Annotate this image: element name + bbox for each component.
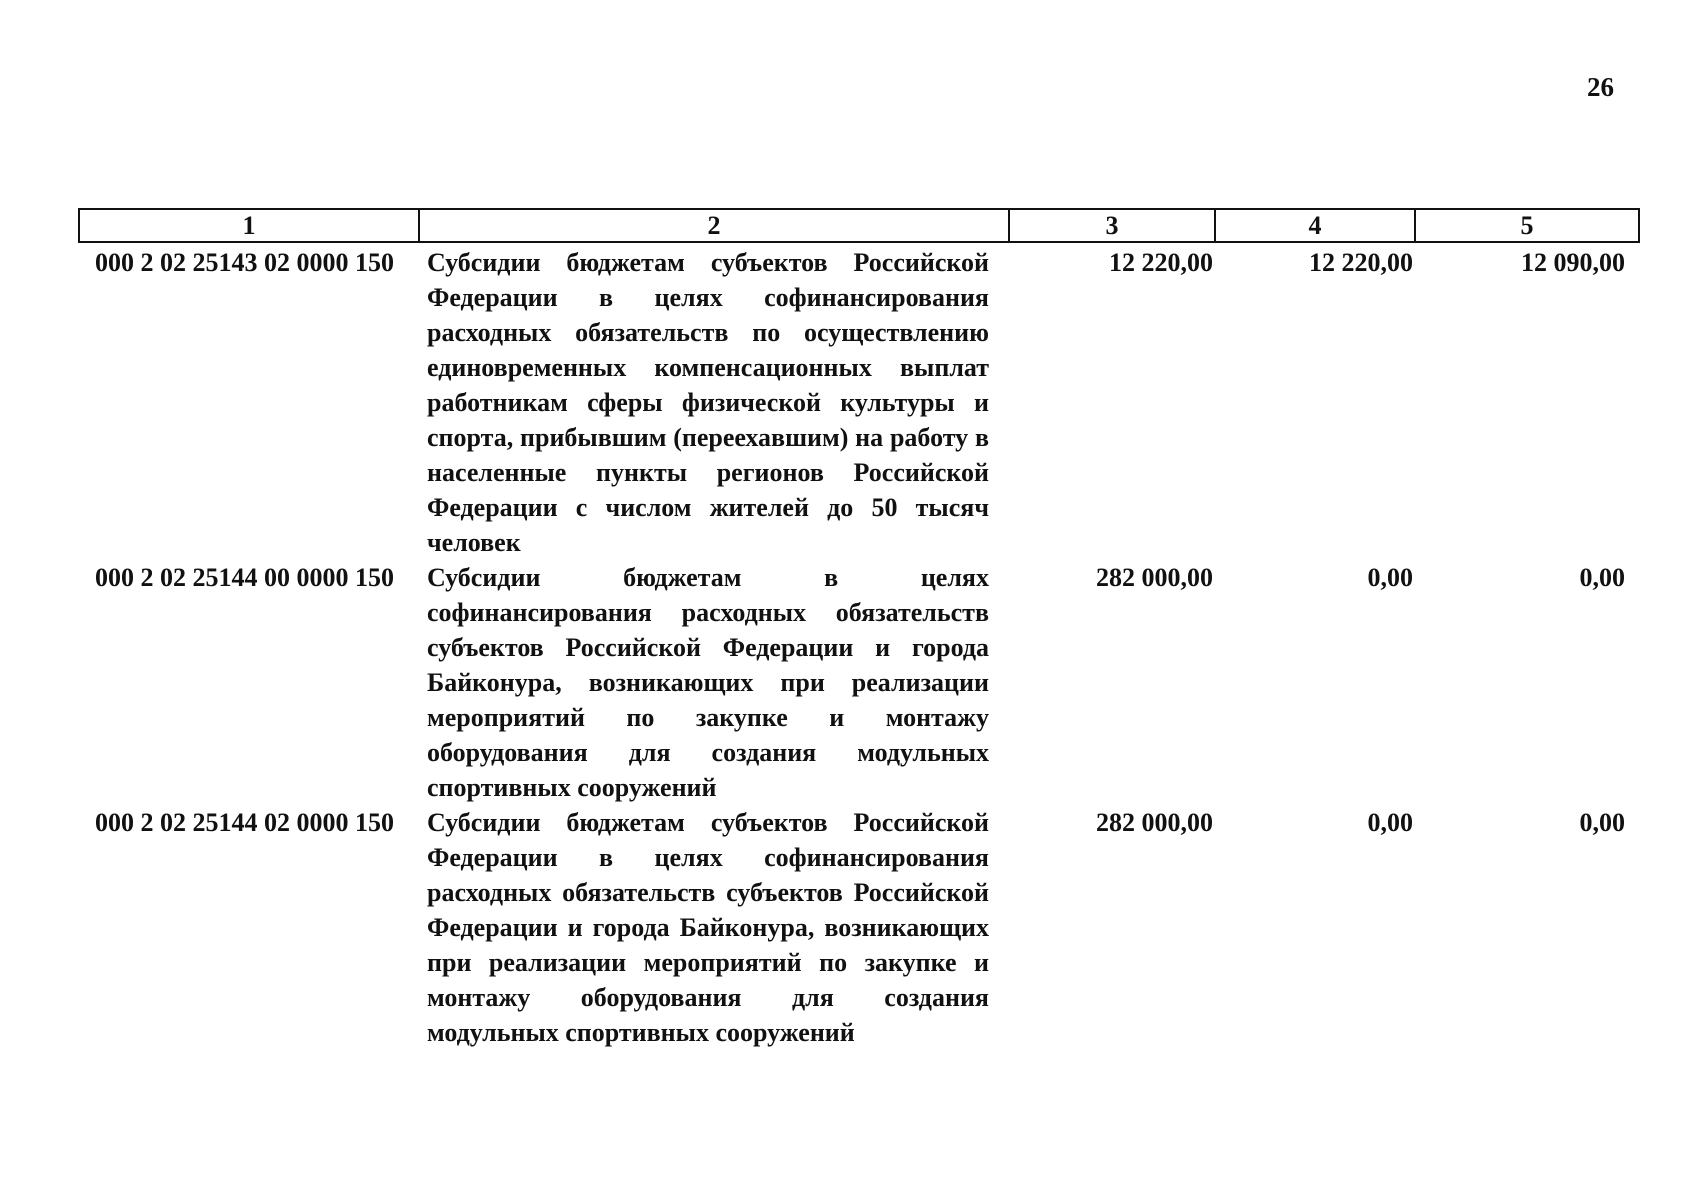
item-description: Субсидии бюджетам субъектов Российской Федерации в целях софинансирования расходных обязательств субъектов Российской Федерации и города Байконура, возникающих при реализации мероприятий по закупке и монтажу оборудования для создания модульных спортивных сооружений bbox=[427, 808, 989, 1047]
amount-col-4: 0,00 bbox=[1367, 808, 1413, 837]
page-number: 26 bbox=[1587, 72, 1614, 102]
amount-col-3: 282 000,00 bbox=[1096, 808, 1213, 837]
amount-col-3: 12 220,00 bbox=[1109, 248, 1213, 277]
header-col-3: 3 bbox=[1009, 209, 1215, 242]
amount-col-4: 0,00 bbox=[1367, 563, 1413, 592]
amount-col-5: 0,00 bbox=[1579, 563, 1625, 592]
table-header bbox=[79, 209, 1639, 242]
table-body bbox=[79, 242, 1639, 1050]
header-col-4: 4 bbox=[1215, 209, 1415, 242]
table-row bbox=[79, 245, 1639, 560]
amount-col-5: 0,00 bbox=[1579, 808, 1625, 837]
amount-col-4: 12 220,00 bbox=[1309, 248, 1413, 277]
table-row bbox=[79, 560, 1639, 805]
amount-col-5: 12 090,00 bbox=[1521, 248, 1625, 277]
budget-code: 000 2 02 25143 02 0000 150 bbox=[95, 248, 394, 277]
budget-table bbox=[78, 208, 1640, 1050]
amount-col-3: 282 000,00 bbox=[1096, 563, 1213, 592]
table-row bbox=[79, 805, 1639, 1050]
header-col-1: 1 bbox=[79, 209, 419, 242]
item-description: Субсидии бюджетам субъектов Российской Федерации в целях софинансирования расходных обязательств по осуществлению единовременных компенсационных выплат работникам сферы физической культуры и спорта, прибывшим (переехавшим) на работу в населенные пункты регионов Российской Федерации с числом жителей до 50 тысяч человек bbox=[427, 248, 989, 557]
item-description: Субсидии бюджетам в целях софинансирования расходных обязательств субъектов Российской Федерации и города Байконура, возникающих при реализации мероприятий по закупке и монтажу оборудования для создания модульных спортивных сооружений bbox=[427, 563, 989, 802]
budget-code: 000 2 02 25144 00 0000 150 bbox=[95, 563, 394, 592]
header-row bbox=[79, 209, 1639, 242]
budget-code: 000 2 02 25144 02 0000 150 bbox=[95, 808, 394, 837]
header-col-2: 2 bbox=[419, 209, 1009, 242]
header-col-5: 5 bbox=[1415, 209, 1639, 242]
